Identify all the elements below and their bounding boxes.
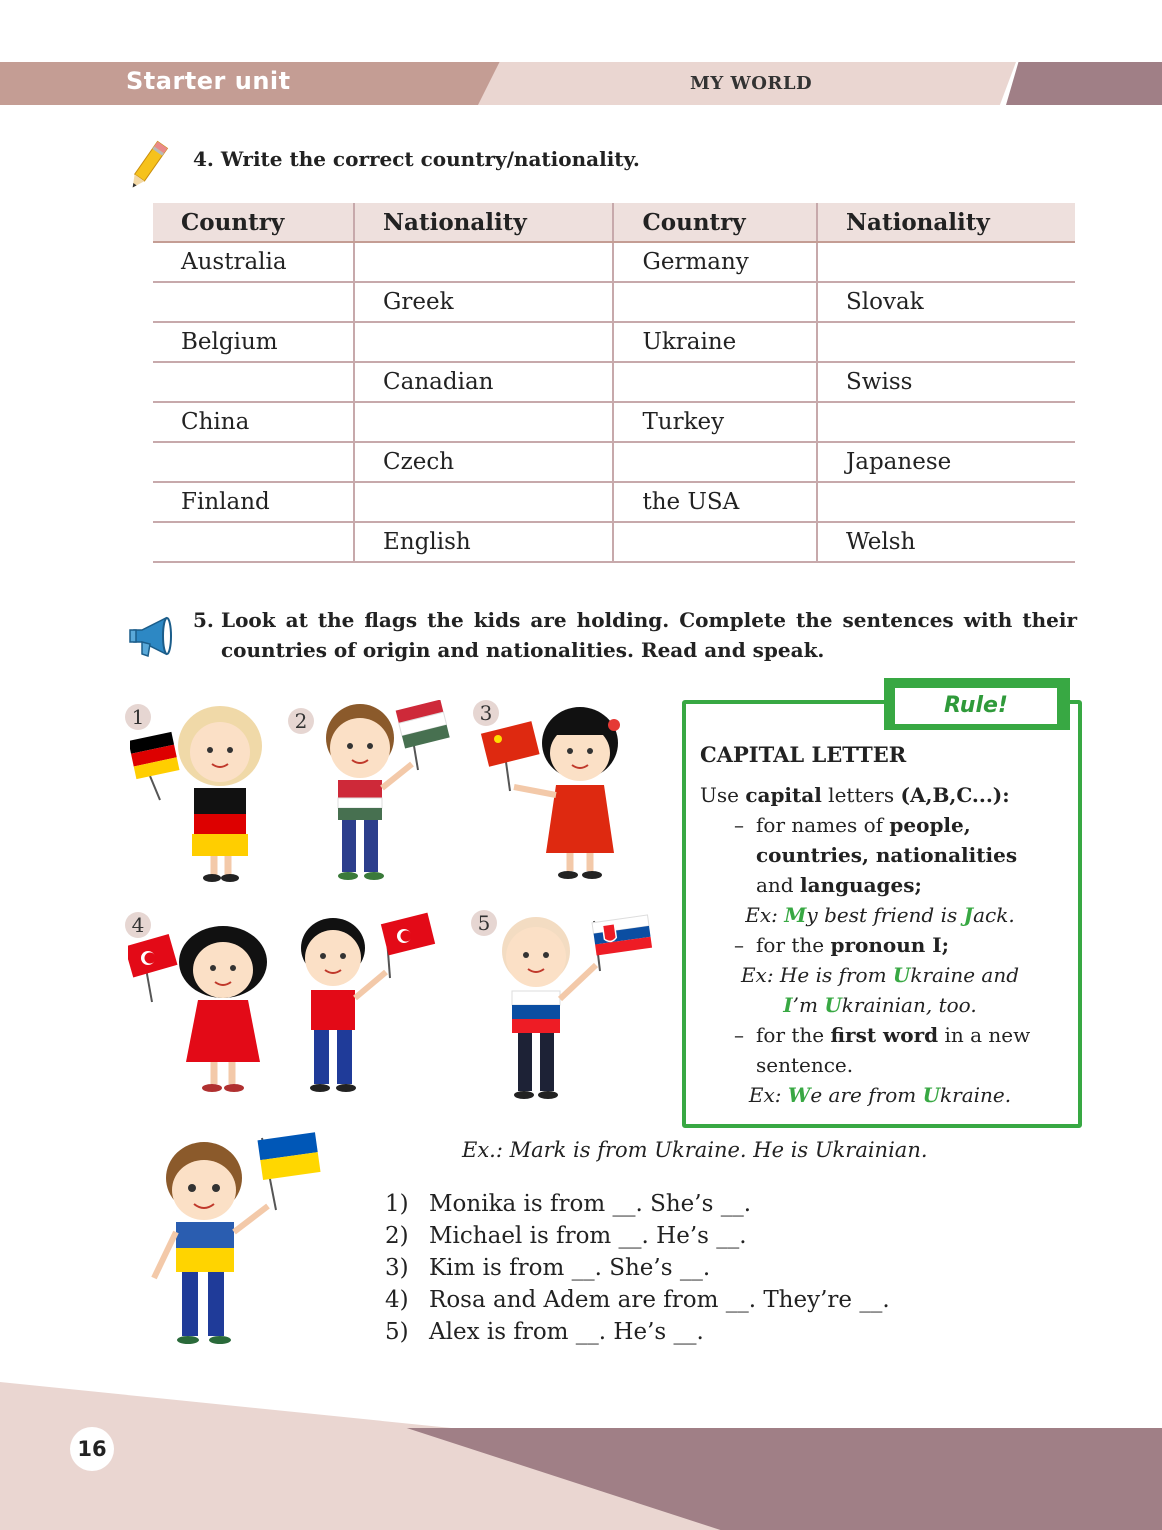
table-cell: Belgium: [153, 322, 354, 362]
table-cell: Canadian: [354, 362, 613, 402]
kid-china-illustration: [480, 703, 640, 888]
table-cell: [153, 362, 354, 402]
task5-instruction: [193, 605, 1077, 665]
task5-number: 5.: [193, 608, 214, 632]
table-cell: [613, 442, 817, 482]
table-header: Nationality: [817, 203, 1075, 242]
table-cell: [817, 242, 1075, 282]
table-row: [153, 442, 1075, 482]
table-cell: [354, 482, 613, 522]
table-cell: [354, 322, 613, 362]
table-cell: [354, 402, 613, 442]
unit-title: Starter unit: [126, 67, 291, 95]
country-nationality-table: [153, 203, 1075, 563]
table-row: [153, 242, 1075, 282]
table-cell: English: [354, 522, 613, 562]
list-item: 3) Kim is from __. She’s __.: [385, 1255, 711, 1281]
table-cell: Ukraine: [613, 322, 817, 362]
table-cell: Greek: [354, 282, 613, 322]
rule-bullet: – for the pronoun I;: [734, 933, 950, 957]
list-item: 4) Rosa and Adem are from __. They’re __.: [385, 1287, 890, 1313]
rule-intro: Use capital letters (A,B,C...):: [700, 783, 1010, 807]
picture-number: 2: [288, 708, 314, 734]
table-row: [153, 322, 1075, 362]
table-cell: Japanese: [817, 442, 1075, 482]
kid-ukraine-illustration: [140, 1128, 340, 1353]
table-cell: Swiss: [817, 362, 1075, 402]
example-sentence: Ex.: Mark is from Ukraine. He is Ukrainian.: [462, 1138, 928, 1162]
megaphone-icon: [128, 612, 178, 660]
task5-text: Look at the flags the kids are holding. Complete the sentences with their countries of origin and nationalities. Read and speak.: [221, 608, 1077, 662]
task4-instruction: 4. Write the correct country/nationality.: [193, 147, 640, 171]
rule-tab-label: Rule!: [895, 688, 1057, 724]
table-cell: Turkey: [613, 402, 817, 442]
table-cell: [153, 442, 354, 482]
table-row: [153, 402, 1075, 442]
table-cell: Welsh: [817, 522, 1075, 562]
table-cell: Slovak: [817, 282, 1075, 322]
rule-bullet: – for the first word in a new sentence.: [734, 1023, 1031, 1077]
table-row: [153, 362, 1075, 402]
rule-example: Ex: We are from Ukraine.: [748, 1083, 1012, 1107]
table-header: Country: [153, 203, 354, 242]
table-cell: [613, 282, 817, 322]
rule-bullet: – for names of people, countries, nationalities and languages;: [734, 813, 1018, 897]
picture-number: 5: [471, 910, 497, 936]
list-item: 1) Monika is from __. She’s __.: [385, 1191, 752, 1217]
section-title: MY WORLD: [690, 73, 813, 94]
table-header: Nationality: [354, 203, 613, 242]
table-row: [153, 482, 1075, 522]
rule-example: Ex: My best friend is Jack.: [745, 903, 1015, 927]
table-cell: Czech: [354, 442, 613, 482]
list-item: 5) Alex is from __. He’s __.: [385, 1319, 704, 1345]
table-cell: [153, 522, 354, 562]
rule-title: CAPITAL LETTER: [700, 742, 907, 767]
kid-hungary-illustration: [300, 700, 460, 885]
table-cell: [354, 242, 613, 282]
table-cell: [817, 482, 1075, 522]
table-cell: [153, 282, 354, 322]
pencil-icon: [122, 138, 172, 196]
table-cell: Australia: [153, 242, 354, 282]
table-row: [153, 282, 1075, 322]
list-item: 2) Michael is from __. He’s __.: [385, 1223, 747, 1249]
table-cell: China: [153, 402, 354, 442]
table-cell: [817, 402, 1075, 442]
table-cell: [817, 322, 1075, 362]
table-header: Country: [613, 203, 817, 242]
picture-number: 1: [125, 704, 151, 730]
rule-content: [700, 740, 1060, 1110]
rule-example: Ex: He is from Ukraine and I’m Ukrainian, too.: [740, 963, 1020, 1017]
kids-turkey-illustration: [128, 912, 448, 1102]
kid-germany-illustration: [130, 706, 280, 886]
table-cell: [613, 362, 817, 402]
kid-slovakia-illustration: [480, 905, 655, 1105]
header-band-right: [1006, 62, 1162, 105]
page-number: 16: [70, 1427, 114, 1471]
table-cell: the USA: [613, 482, 817, 522]
table-cell: Germany: [613, 242, 817, 282]
table-row: [153, 522, 1075, 562]
table-cell: [613, 522, 817, 562]
table-cell: Finland: [153, 482, 354, 522]
picture-number: 4: [125, 912, 151, 938]
sentence-list: [385, 1188, 890, 1348]
picture-number: 3: [473, 700, 499, 726]
